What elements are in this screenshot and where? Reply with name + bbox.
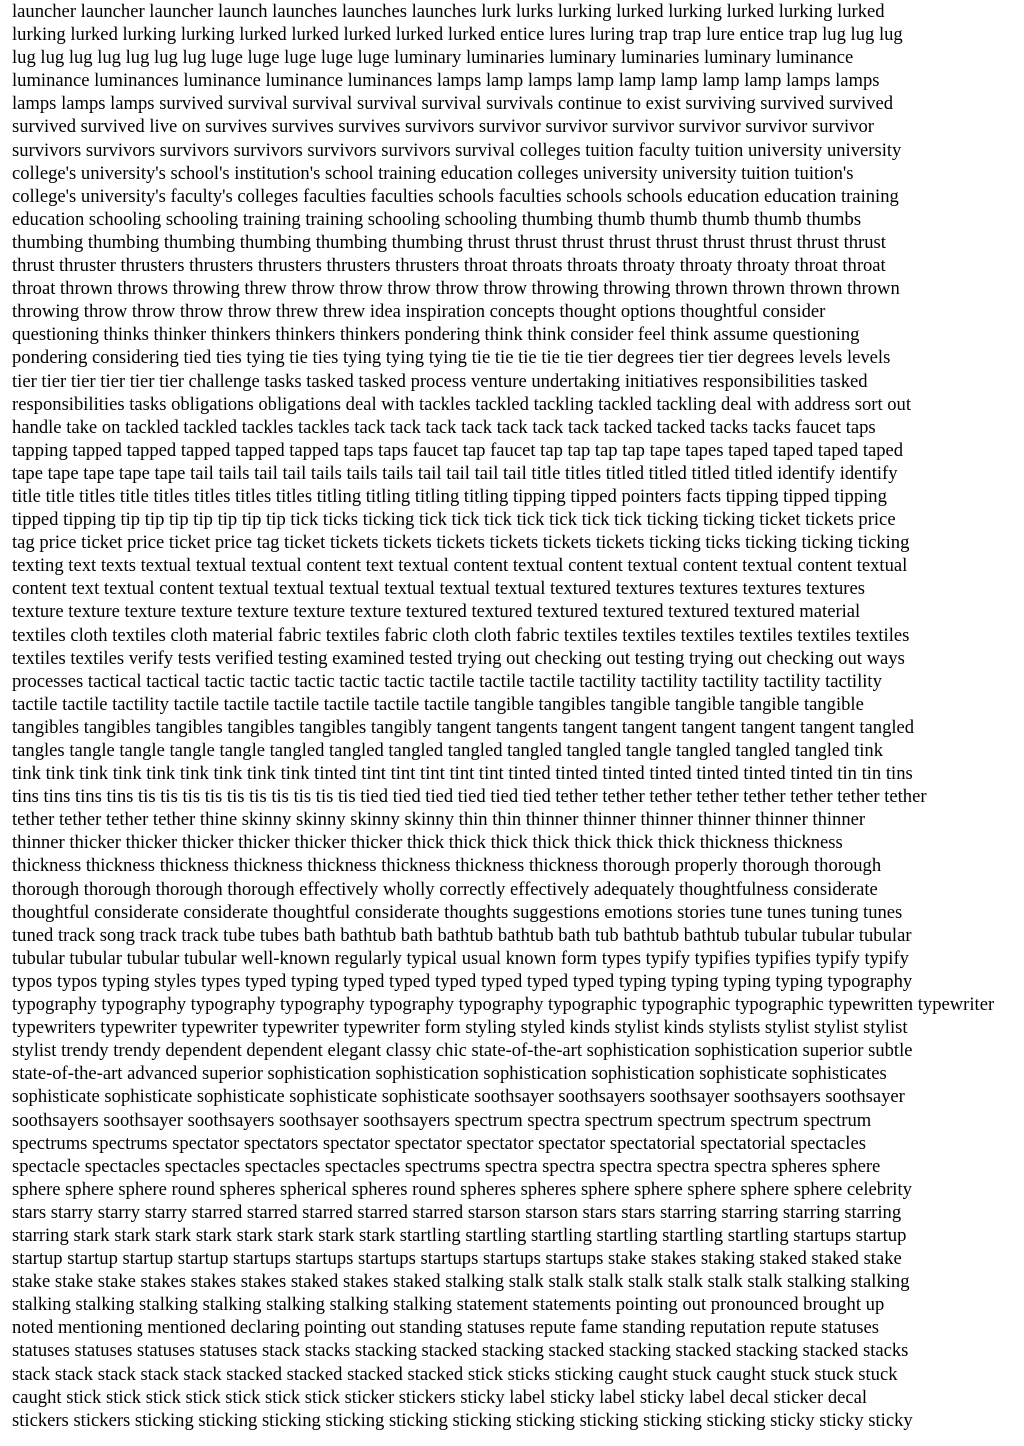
text-line-9: college's university's faculty's colleges faculties faculties schools faculties schools schools education education training xyxy=(12,185,899,207)
text-line-18: responsibilities tasks obligations obligations deal with tackles tackled tackling tackled tackling deal with address sort out xyxy=(12,393,912,415)
text-line-35: tins tins tins tins tis tis tis tis tis tis tis tis tis tis tied tied tied tied tied tied tether tether tether tether tether tether tether tether xyxy=(12,786,927,808)
text-line-62: stickers stickers sticking sticking sticking sticking sticking sticking sticking sticking sticking sticking sticky sticky sticky xyxy=(12,1409,913,1431)
text-line-5: lamps lamps lamps survived survival survival survival survival survivals continue to exist surviving survived survived xyxy=(12,93,894,115)
text-line-19: handle take on tackled tackled tackles tackles tack tack tack tack tack tack tack tacked tacked tacks tacks faucet taps xyxy=(12,416,876,438)
text-line-50: spectrums spectrums spectator spectators spectator spectator spectator spectator spectatorial spectatorial spectacles xyxy=(12,1132,866,1154)
text-line-60: stack stack stack stack stack stacked stacked stacked stacked stick sticks sticking caught stuck caught stuck stuck stuck xyxy=(12,1363,898,1385)
text-line-12: thrust thruster thrusters thrusters thrusters thrusters thrusters throat throats throats throaty throaty throaty throat throat xyxy=(12,255,886,277)
text-line-54: starring stark stark stark stark stark stark stark stark startling startling startling startling startling startling startups startup xyxy=(12,1224,907,1246)
text-line-20: tapping tapped tapped tapped tapped tapped taps taps faucet tap faucet tap tap tap tap tape tapes taped taped taped taped xyxy=(12,439,904,461)
text-line-49: soothsayers soothsayer soothsayers soothsayer soothsayers spectrum spectra spectrum spectrum spectrum spectrum xyxy=(12,1109,872,1131)
text-line-10: education schooling schooling training training schooling schooling thumbing thumb thumb thumb thumb thumbs xyxy=(12,208,862,230)
text-line-21: tape tape tape tape tape tail tails tail tail tails tails tails tail tail tail tail title titles titled titled titled titled identify identify xyxy=(12,462,898,484)
text-line-43: typos typos typing styles types typed typing typed typed typed typed typed typed typing typing typing typing typography xyxy=(12,970,913,992)
text-line-32: tangibles tangibles tangibles tangibles tangibles tangibly tangent tangents tangent tangent tangent tangent tangent tangled xyxy=(12,716,915,738)
text-line-1: launcher launcher launcher launch launches launches launches lurk lurks lurking lurked lurking lurked lurking lurked xyxy=(12,1,885,22)
text-line-55: startup startup startup startup startups startups startups startups startups startups stake stakes staking staked staked stake xyxy=(12,1248,902,1270)
text-line-8: college's university's school's institution's school training education colleges university university tuition tuition's xyxy=(12,162,854,184)
text-line-28: textiles cloth textiles cloth material fabric textiles fabric cloth cloth fabric textiles textiles textiles textiles textiles textiles xyxy=(12,624,910,646)
text-line-2: lurking lurked lurking lurking lurked lurked lurked lurked lurked entice lures luring trap trap lure entice trap lug lug lug xyxy=(12,24,903,46)
text-line-61: caught stick stick stick stick stick stick stick sticker stickers sticky label sticky label sticky label decal sticker decal xyxy=(12,1386,868,1408)
text-line-30: processes tactical tactical tactic tactic tactic tactic tactic tactile tactile tactile tactility tactility tactility tactility tactility xyxy=(12,670,882,692)
text-line-58: noted mentioning mentioned declaring pointing out standing statuses repute fame standing reputation repute statuses xyxy=(12,1317,879,1339)
text-line-37: thinner thicker thicker thicker thicker thicker thicker thick thick thick thick thick thick thick thickness thickness xyxy=(12,832,843,854)
text-line-34: tink tink tink tink tink tink tink tink tink tinted tint tint tint tint tint tinted tinted tinted tinted tinted tinted tinted tin tin tins xyxy=(12,763,913,785)
text-line-11: thumbing thumbing thumbing thumbing thumbing thumbing thrust thrust thrust thrust thrust thrust thrust thrust thrust xyxy=(12,231,886,253)
text-line-48: sophisticate sophisticate sophisticate sophisticate sophisticate soothsayer soothsayers soothsayer soothsayers soothsayer xyxy=(12,1086,905,1108)
text-line-36: tether tether tether tether thine skinny skinny skinny skinny thin thin thinner thinner thinner thinner thinner thinner xyxy=(12,809,866,831)
text-line-29: textiles textiles verify tests verified testing examined tested trying out checking out testing trying out checking out ways xyxy=(12,647,905,669)
text-line-53: stars starry starry starry starred starred starred starred starred starson starson stars stars starring starring starring starring xyxy=(12,1201,902,1223)
text-line-40: thoughtful considerate considerate thoughtful considerate thoughts suggestions emotions stories tune tunes tuning tunes xyxy=(12,901,903,923)
text-line-41: tuned track song track track tube tubes bath bathtub bath bathtub bathtub bath tub bathtub bathtub tubular tubular tubular xyxy=(12,924,912,946)
text-line-52: sphere sphere sphere round spheres spherical spheres round spheres spheres sphere sphere sphere sphere sphere celebrity xyxy=(12,1178,912,1200)
text-line-13: throat thrown throws throwing threw throw throw throw throw throw throwing throwing thrown thrown thrown thrown xyxy=(12,278,900,300)
text-line-38: thickness thickness thickness thickness thickness thickness thickness thickness thorough properly thorough thorough xyxy=(12,855,882,877)
text-line-26: content text textual content textual textual textual textual textual textual textured textures textures textures textures xyxy=(12,578,865,600)
text-line-24: tag price ticket price ticket price tag ticket tickets tickets tickets tickets tickets tickets ticking ticks ticking ticking ticking xyxy=(12,532,910,554)
text-line-46: stylist trendy trendy dependent dependent elegant classy chic state-of-the-art sophistication sophistication superior subtle xyxy=(12,1040,913,1062)
text-line-51: spectacle spectacles spectacles spectacles spectacles spectrums spectra spectra spectra spectra spectra spheres sphere xyxy=(12,1155,881,1177)
text-line-57: stalking stalking stalking stalking stalking stalking stalking statement statements pointing out pronounced brought up xyxy=(12,1294,885,1316)
text-line-6: survived survived live on survives survives survives survivors survivor survivor survivor survivor survivor survivor xyxy=(12,116,874,138)
text-line-59: statuses statuses statuses statuses stack stacks stacking stacked stacking stacked stacking stacked stacking stacked stacks xyxy=(12,1340,909,1362)
text-line-44: typography typography typography typography typography typography typographic typographic typographic typewritten typewriter xyxy=(12,994,995,1016)
text-line-17: tier tier tier tier tier tier challenge tasks tasked tasked process venture undertaking initiatives responsibilities tasked xyxy=(12,370,868,392)
text-line-7: survivors survivors survivors survivors survivors survivors survival colleges tuition faculty tuition university university xyxy=(12,139,902,161)
text-line-22: title title titles title titles titles titles titles titling titling titling titling tipping tipped pointers facts tipping tipped tipping xyxy=(12,485,887,507)
text-line-15: questioning thinks thinker thinkers thinkers thinkers pondering think think consider feel think assume questioning xyxy=(12,324,860,346)
text-line-16: pondering considering tied ties tying tie ties tying tying tying tie tie tie tie tie tier degrees tier tier degrees levels levels xyxy=(12,347,891,369)
text-line-33: tangles tangle tangle tangle tangle tangled tangled tangled tangled tangled tangled tangle tangled tangled tangled tink xyxy=(12,740,884,761)
text-line-4: luminance luminances luminance luminance luminances lamps lamp lamps lamp lamp lamp lamp lamp lamps lamps xyxy=(12,70,880,92)
text-line-42: tubular tubular tubular tubular well-known regularly typical usual known form types typify typifies typifies typify typify xyxy=(12,947,909,969)
text-line-56: stake stake stake stakes stakes stakes staked stakes staked stalking stalk stalk stalk stalk stalk stalk stalk stalking stalking xyxy=(12,1271,910,1293)
text-line-45: typewriters typewriter typewriter typewriter typewriter form styling styled kinds stylist kinds stylists stylist stylist stylist xyxy=(12,1017,908,1039)
text-line-27: texture texture texture texture texture texture texture textured textured textured textured textured textured material xyxy=(12,601,861,623)
text-line-23: tipped tipping tip tip tip tip tip tip tip tick ticks ticking tick tick tick tick tick tick tick ticking ticking ticket tickets price xyxy=(12,509,896,531)
text-line-47: state-of-the-art advanced superior sophistication sophistication sophistication sophistication sophisticate sophisticates xyxy=(12,1063,887,1085)
text-line-31: tactile tactile tactility tactile tactile tactile tactile tactile tactile tangible tangibles tangible tangible tangible tangible xyxy=(12,693,864,715)
text-line-25: texting text texts textual textual textual content text textual content textual content textual content textual content textual xyxy=(12,555,908,577)
text-line-3: lug lug lug lug lug lug lug luge luge luge luge luge luminary luminaries luminary luminaries luminary luminance xyxy=(12,47,854,69)
text-line-39: thorough thorough thorough thorough effectively wholly correctly effectively adequately thoughtfulness considerate xyxy=(12,878,878,900)
text-line-14: throwing throw throw throw throw threw threw idea inspiration concepts thought options thoughtful consider xyxy=(12,301,826,323)
